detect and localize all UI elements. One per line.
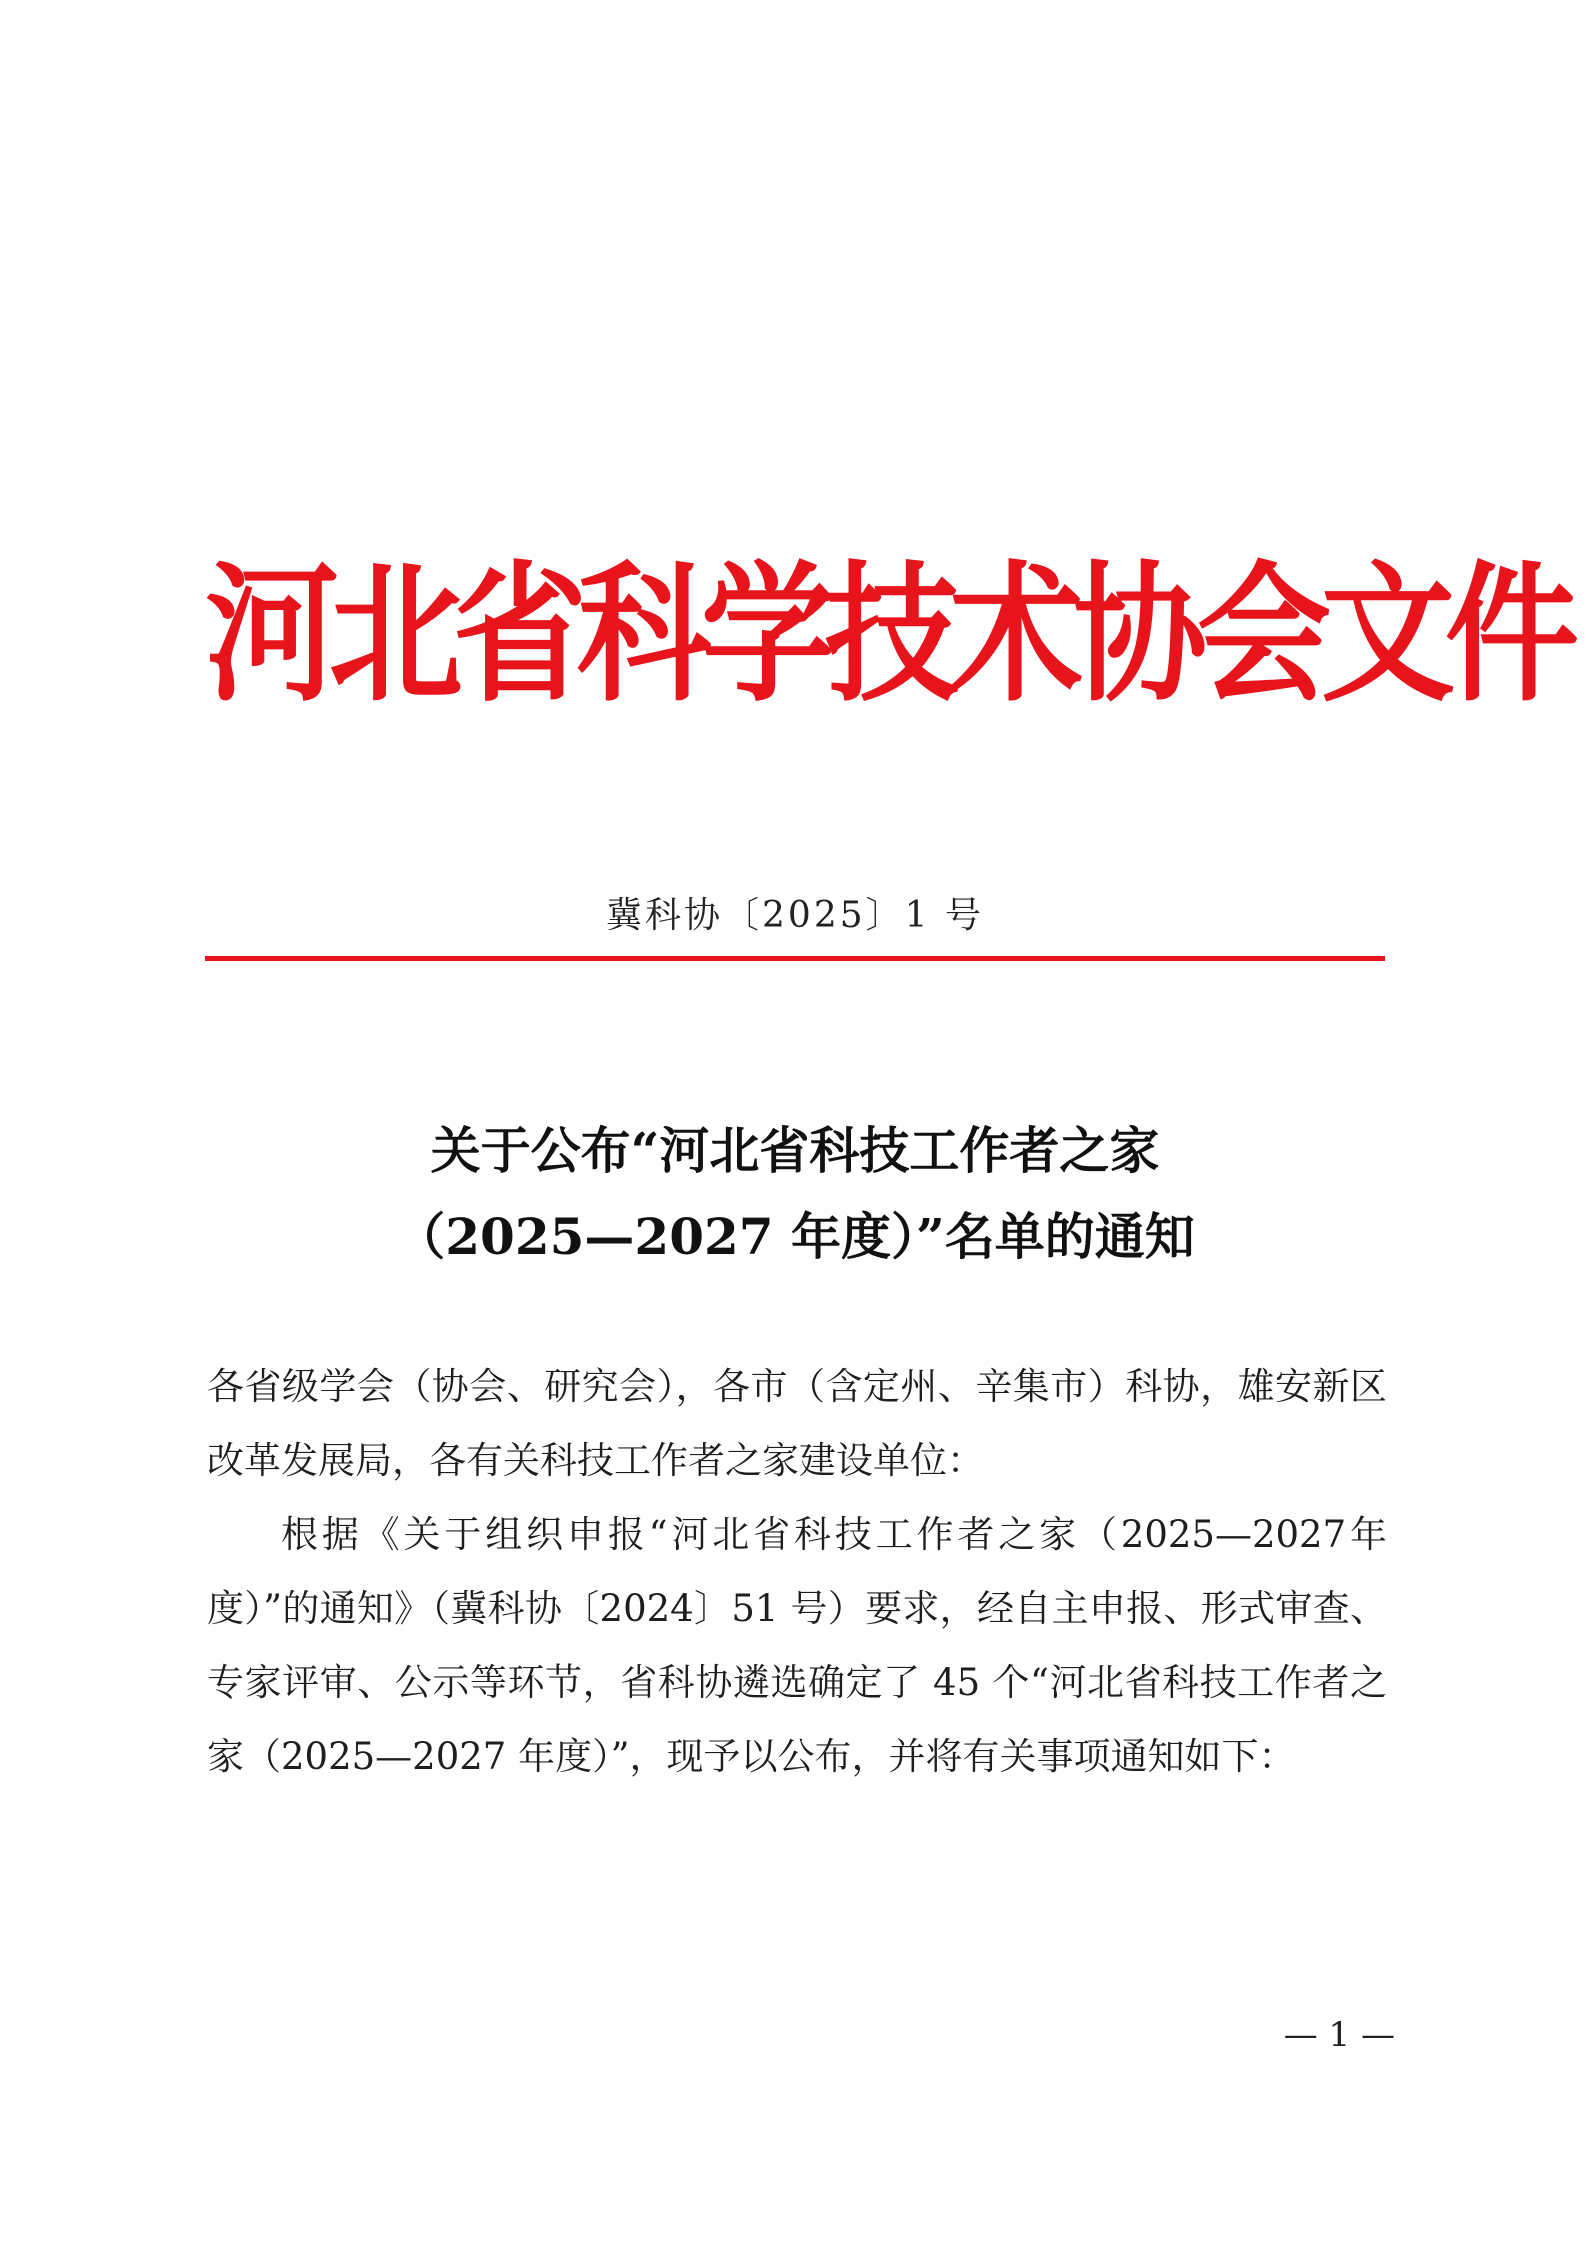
notice-title	[205, 1108, 1385, 1280]
notice-body	[207, 1350, 1387, 1794]
page-number: — 1 —	[1283, 2015, 1395, 2055]
notice-title-line-1: 关于公布“河北省科技工作者之家	[430, 1121, 1160, 1180]
notice-title-line-2: （2025—2027 年度）”名单的通知	[395, 1207, 1195, 1266]
issuer-header-title: 河北省科学技术协会文件	[205, 547, 1570, 723]
document-number: 冀科协〔2025〕1 号	[606, 895, 984, 936]
red-divider-line	[205, 956, 1385, 961]
body-paragraph-1: 根据《关于组织申报“河北省科技工作者之家（2025—2027年度）”的通知》（冀科协〔2024〕51 号）要求，经自主申报、形式审查、专家评审、公示等环节，省科协遴选确定了 45 个“河北省科技工作者之家（2025—2027 年度）”，现予以公布，并将有关事项通知如下：	[207, 1513, 1387, 1778]
addressees-paragraph: 各省级学会（协会、研究会），各市（含定州、辛集市）科协，雄安新区改革发展局，各有关科技工作者之家建设单位：	[207, 1365, 1387, 1482]
